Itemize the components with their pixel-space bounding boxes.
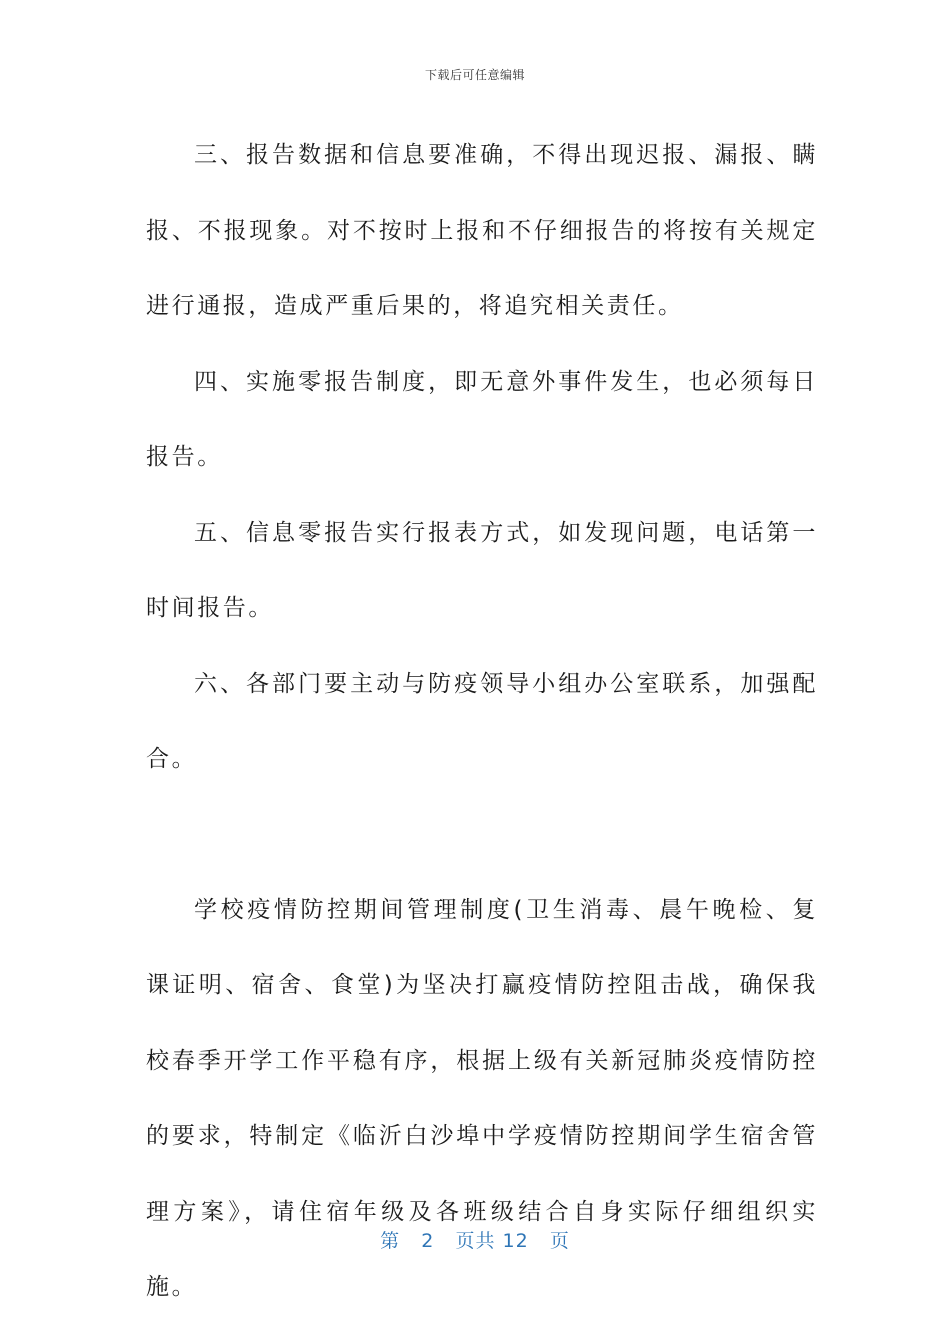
- page-label-suffix: 页: [549, 1230, 570, 1252]
- paragraph-department-cooperation: 六、各部门要主动与防疫领导小组办公室联系，加强配合。: [146, 670, 818, 772]
- section-spacer: [146, 798, 818, 873]
- paragraph-zero-report-system: 四、实施零报告制度，即无意外事件发生，也必须每日报告。: [146, 368, 818, 470]
- page-label-mid: 页共: [455, 1230, 496, 1252]
- total-pages-number: 12: [502, 1230, 529, 1252]
- page-footer: [0, 1226, 950, 1253]
- header-note: 下载后可任意编辑: [424, 68, 525, 82]
- current-page-number: 2: [421, 1230, 435, 1252]
- document-body: [146, 118, 818, 1326]
- page-label-prefix: 第: [380, 1230, 401, 1252]
- paragraph-report-method: 五、信息零报告实行报表方式，如发现问题，电话第一时间报告。: [146, 519, 818, 621]
- paragraph-report-accuracy: 三、报告数据和信息要准确，不得出现迟报、漏报、瞒报、不报现象。对不按时上报和不仔细报告的将按有关规定进行通报，造成严重后果的，将追究相关责任。: [146, 142, 818, 319]
- paragraph-school-management-intro: 学校疫情防控期间管理制度(卫生消毒、晨午晚检、复课证明、宿舍、食堂)为坚决打赢疫情防控阻击战，确保我校春季开学工作平稳有序，根据上级有关新冠肺炎疫情防控的要求，特制定《临沂白沙埠中学疫情防控期间学生宿舍管理方案》，请住宿年级及各班级结合自身实际仔细组织实施。: [146, 896, 818, 1300]
